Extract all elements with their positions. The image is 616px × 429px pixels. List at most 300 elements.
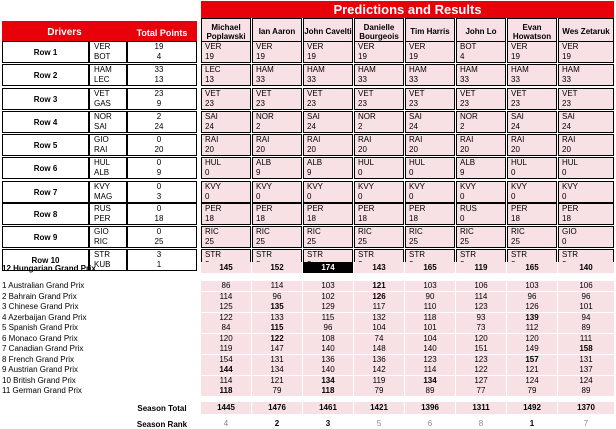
pick-driver: SAI [205,112,218,121]
driver-points: 18 [154,214,164,223]
pick-driver: VER [562,42,579,51]
prediction-cell [405,226,455,248]
pick-driver: RAI [511,135,525,144]
prediction-cell [558,134,614,156]
pick-points: 18 [409,214,418,223]
grand-prix-score: 112 [507,323,557,333]
prediction-cell [456,181,506,203]
season-rank-value: 8 [478,419,484,428]
season-total-value: 1370 [558,402,614,414]
grand-prix-score: 115 [303,313,353,323]
player-name-header: Evan Howatson [507,18,557,45]
pick-points: 0 [511,168,516,177]
season-total-value: 1476 [252,402,302,414]
pick-driver: BOT [460,42,477,51]
grand-prix-score: 127 [456,376,506,386]
driver-code: ALB [94,168,110,177]
prediction-cell [558,41,614,63]
driver-code: LEC [94,75,110,84]
grand-prix-score: 149 [507,344,557,354]
grand-prix-score: 126 [354,292,404,302]
prediction-cell [252,111,302,133]
prediction-cell [405,64,455,86]
pick-points: 20 [562,145,571,154]
grand-prix-score: 132 [354,313,404,323]
row-drivers [89,64,127,86]
pick-driver: NOR [358,112,376,121]
pick-driver: STR [460,250,476,259]
player-name-header: Michael Poplawski [201,18,251,45]
prediction-cell [558,157,614,179]
pick-points: 20 [511,145,520,154]
grand-prix-score: 96 [252,292,302,302]
pick-driver: KVY [256,182,273,191]
grand-prix-score: 144 [201,365,251,375]
pick-points: 23 [358,99,367,108]
grand-prix-score: 120 [201,334,251,344]
prediction-cell [456,203,506,225]
grand-prix-score: 123 [456,355,506,365]
pick-driver: HUL [205,158,222,167]
pick-driver: RIC [205,227,219,236]
pick-points: 19 [307,52,316,61]
grand-prix-label: 9 Austrian Grand Prix [2,365,79,374]
driver-code: RAI [94,145,108,154]
pick-points: 0 [409,192,414,201]
pick-points: 24 [562,122,571,131]
pick-driver: RIC [511,227,525,236]
prediction-cell [354,88,404,110]
prediction-cell [303,88,353,110]
grand-prix-score: 106 [558,281,614,291]
grand-prix-score: 101 [558,302,614,312]
grand-prix-score: 120 [507,334,557,344]
row-points [127,157,197,179]
grand-prix-score: 86 [201,281,251,291]
driver-points: 33 [154,65,164,74]
pick-points: 24 [409,122,418,131]
grand-prix-score: 134 [303,376,353,386]
row-points [127,134,197,156]
player-name-header: Ian Aaron [252,18,302,45]
pick-driver: HUL [358,158,375,167]
row-points [127,88,197,110]
prediction-cell [456,157,506,179]
driver-points: 0 [156,135,162,144]
prediction-cell [507,41,557,63]
driver-code: KVY [94,182,111,191]
grand-prix-score: 74 [354,334,404,344]
prediction-cell [405,41,455,63]
pick-points: 9 [307,168,312,177]
grand-prix-score: 129 [303,302,353,312]
pick-driver: PER [511,204,528,213]
pick-driver: LEC [205,65,221,74]
pick-points: 23 [256,99,265,108]
prediction-cell [558,64,614,86]
prediction-cell [303,181,353,203]
pick-points: 13 [205,75,214,84]
pick-points: 24 [511,122,520,131]
season-rank-value: 3 [325,419,331,428]
row-points [127,111,197,133]
grand-prix-score: 114 [201,292,251,302]
prediction-cell [201,203,251,225]
pick-driver: VET [205,89,221,98]
driver-points: 9 [156,168,162,177]
pick-points: 33 [307,75,316,84]
pick-driver: HAM [562,65,580,74]
pick-driver: KVY [307,182,324,191]
hungarian-gp-score: 140 [558,262,614,274]
pick-points: 19 [409,52,418,61]
row-points [127,249,197,271]
grand-prix-label: 1 Australian Grand Prix [2,281,85,290]
pick-driver: SAI [409,112,422,121]
pick-driver: PER [562,204,579,213]
pick-points: 33 [460,75,469,84]
grand-prix-label: 3 Chinese Grand Prix [2,302,79,311]
grand-prix-score: 126 [507,302,557,312]
pick-driver: PER [409,204,426,213]
pick-points: 20 [256,145,265,154]
pick-points: 18 [205,214,214,223]
pick-points: 18 [358,214,367,223]
driver-code: KUB [94,260,111,269]
grand-prix-score: 124 [558,376,614,386]
grand-prix-score: 137 [558,365,614,375]
pick-driver: ALB [307,158,323,167]
driver-code: MAG [94,192,113,201]
pick-points: 0 [562,237,567,246]
hungarian-gp-score: 145 [201,262,251,274]
pick-driver: RIC [460,227,474,236]
prediction-cell [252,203,302,225]
grand-prix-score: 134 [405,376,455,386]
prediction-cell [507,64,557,86]
prediction-cell [201,181,251,203]
season-total-value: 1396 [405,402,455,414]
grand-prix-score: 101 [405,323,455,333]
pick-points: 23 [460,99,469,108]
prediction-cell [405,157,455,179]
prediction-cell [558,181,614,203]
prediction-cell [456,111,506,133]
driver-code: HAM [94,65,112,74]
grand-prix-score: 111 [558,334,614,344]
prediction-cell [303,111,353,133]
driver-points: 0 [156,182,162,191]
grand-prix-score: 123 [456,302,506,312]
row-points [127,41,197,63]
prediction-cell [303,64,353,86]
grand-prix-score: 140 [405,344,455,354]
pick-driver: HAM [511,65,529,74]
prediction-cell [456,64,506,86]
prediction-cell [201,88,251,110]
player-name-header: John Lo [456,18,506,45]
pick-driver: HAM [256,65,274,74]
pick-points: 2 [256,122,261,131]
pick-points: 25 [358,237,367,246]
pick-driver: VET [409,89,425,98]
season-total-label: Season Total [137,404,187,413]
prediction-cell [354,203,404,225]
grand-prix-score: 151 [456,344,506,354]
pick-points: 24 [307,122,316,131]
pick-points: 23 [307,99,316,108]
row-label: Row 4 [2,111,89,133]
driver-code: GIO [94,135,109,144]
hungarian-gp-score: 174 [303,262,353,274]
pick-driver: VER [511,42,528,51]
pick-points: 33 [358,75,367,84]
prediction-cell [507,226,557,248]
pick-points: 33 [511,75,520,84]
pick-points: 0 [511,192,516,201]
grand-prix-score: 79 [354,386,404,396]
grand-prix-score: 136 [354,355,404,365]
grand-prix-score: 93 [456,313,506,323]
pick-driver: VET [358,89,374,98]
prediction-cell [456,88,506,110]
pick-driver: PER [256,204,273,213]
grand-prix-score: 104 [354,323,404,333]
grand-prix-score: 114 [201,376,251,386]
grand-prix-score: 131 [252,355,302,365]
pick-points: 0 [409,168,414,177]
season-rank-value: 2 [274,419,280,428]
prediction-cell [405,181,455,203]
grand-prix-label: 8 French Grand Prix [2,354,75,364]
pick-driver: STR [511,250,527,259]
pick-points: 19 [358,52,367,61]
pick-driver: SAI [562,112,575,121]
driver-code: RUS [94,204,111,213]
prediction-cell [507,157,557,179]
pick-driver: STR [562,250,578,259]
pick-points: 18 [562,214,571,223]
row-label: Row 7 [2,181,89,203]
pick-points: 20 [307,145,316,154]
grand-prix-label: 2 Bahrain Grand Prix [2,291,77,301]
pick-driver: STR [256,250,272,259]
pick-driver: HUL [562,158,579,167]
season-total-value: 1461 [303,402,353,414]
grand-prix-label: 7 Canadian Grand Prix [2,344,84,353]
row-drivers [89,134,127,156]
prediction-cell [558,88,614,110]
player-name-header: Danielle Bourgeois [354,18,404,45]
grand-prix-label: 5 Spanish Grand Prix [2,323,79,332]
pick-points: 0 [460,192,465,201]
driver-code: VET [94,89,110,98]
pick-driver: KVY [205,182,222,191]
pick-driver: HAM [409,65,427,74]
driver-code: PER [94,214,111,223]
driver-points: 20 [154,145,164,154]
pick-driver: VET [307,89,323,98]
hungarian-gp-score: 152 [252,262,302,274]
pick-points: 0 [562,192,567,201]
pick-points: 18 [307,214,316,223]
pick-points: 9 [256,168,261,177]
pick-driver: HUL [511,158,528,167]
pick-driver: HAM [307,65,325,74]
grand-prix-score: 140 [303,344,353,354]
grand-prix-score: 79 [507,386,557,396]
grand-prix-score: 96 [558,292,614,302]
driver-points: 23 [154,89,164,98]
pick-points: 33 [562,75,571,84]
pick-driver: RAI [460,135,474,144]
pick-points: 4 [460,52,465,61]
grand-prix-score: 103 [303,281,353,291]
prediction-cell [201,226,251,248]
pick-driver: STR [409,250,425,259]
pick-driver: PER [307,204,324,213]
grand-prix-score: 90 [405,292,455,302]
grand-prix-score: 118 [303,386,353,396]
row-drivers [89,226,127,248]
pick-points: 0 [205,168,210,177]
pick-points: 25 [409,237,418,246]
grand-prix-score: 77 [456,386,506,396]
hungarian-gp-score: 143 [354,262,404,274]
player-name-header: John Cavelti [303,18,353,45]
pick-points: 18 [256,214,265,223]
season-rank-value: 6 [427,419,433,428]
pick-points: 25 [511,237,520,246]
driver-code: NOR [94,112,112,121]
prediction-cell [303,134,353,156]
prediction-cell [201,134,251,156]
driver-points: 25 [154,237,164,246]
prediction-cell [201,111,251,133]
prediction-cell [303,226,353,248]
pick-driver: HAM [460,65,478,74]
pick-driver: GIO [562,227,577,236]
prediction-cell [303,203,353,225]
pick-driver: RIC [358,227,372,236]
pick-driver: KVY [511,182,528,191]
grand-prix-score: 110 [405,302,455,312]
pick-points: 25 [460,237,469,246]
pick-driver: RIC [409,227,423,236]
pick-points: 33 [256,75,265,84]
pick-points: 19 [205,52,214,61]
season-total-value: 1421 [354,402,404,414]
pick-points: 19 [562,52,571,61]
grand-prix-score: 96 [303,323,353,333]
row-drivers [89,157,127,179]
grand-prix-score: 157 [507,355,557,365]
row-points [127,203,197,225]
driver-points: 3 [156,250,162,259]
row-label: Row 8 [2,203,89,225]
driver-code: HUL [94,158,111,167]
pick-driver: SAI [307,112,320,121]
pick-points: 0 [307,192,312,201]
pick-points: 25 [307,237,316,246]
prediction-cell [354,64,404,86]
pick-points: 20 [205,145,214,154]
row-drivers [89,41,127,63]
player-name-header: Tim Harris [405,18,455,45]
grand-prix-score: 122 [201,313,251,323]
pick-driver: NOR [460,112,478,121]
pick-driver: KVY [562,182,579,191]
driver-points: 2 [156,112,162,121]
season-total-value: 1492 [507,402,557,414]
prediction-cell [507,181,557,203]
season-total-value: 1445 [201,402,251,414]
grand-prix-score: 96 [507,292,557,302]
season-rank-value: 5 [376,419,382,428]
pick-driver: VER [409,42,426,51]
grand-prix-score: 154 [201,355,251,365]
grand-prix-score: 140 [303,365,353,375]
season-total-value: 1311 [456,402,506,414]
pick-points: 0 [205,192,210,201]
driver-points: 0 [156,204,162,213]
grand-prix-score: 118 [405,313,455,323]
pick-driver: STR [307,250,323,259]
pick-points: 20 [460,145,469,154]
row-points [127,64,197,86]
grand-prix-score: 121 [507,365,557,375]
prediction-cell [405,111,455,133]
prediction-cell [252,41,302,63]
prediction-cell [252,157,302,179]
drivers-header: Drivers [2,21,127,44]
pick-driver: RAI [409,135,423,144]
pick-driver: RAI [358,135,372,144]
prediction-cell [507,111,557,133]
grand-prix-score: 89 [558,386,614,396]
grand-prix-score: 122 [252,334,302,344]
grand-prix-score: 131 [558,355,614,365]
prediction-cell [303,157,353,179]
prediction-cell [405,203,455,225]
grand-prix-score: 104 [405,334,455,344]
driver-code: GAS [94,99,111,108]
prediction-cell [354,134,404,156]
pick-points: 25 [205,237,214,246]
pick-driver: RAI [562,135,576,144]
pick-driver: VER [205,42,222,51]
pick-driver: VET [511,89,527,98]
grand-prix-score: 136 [303,355,353,365]
prediction-cell [354,226,404,248]
prediction-cell [507,88,557,110]
pick-points: 25 [256,237,265,246]
grand-prix-score: 124 [507,376,557,386]
grand-prix-score: 122 [456,365,506,375]
pick-driver: RUS [460,204,477,213]
hungarian-gp-label: 12 Hungarian Grand Prix [2,264,96,273]
grand-prix-score: 79 [252,386,302,396]
driver-points: 24 [154,122,164,131]
player-name-header: Wes Zetaruk [558,18,614,45]
driver-points: 1 [156,260,162,269]
pick-points: 0 [460,214,465,223]
row-drivers [89,88,127,110]
prediction-cell [507,134,557,156]
pick-driver: STR [205,250,221,259]
pick-driver: VER [358,42,375,51]
pick-points: 0 [256,192,261,201]
